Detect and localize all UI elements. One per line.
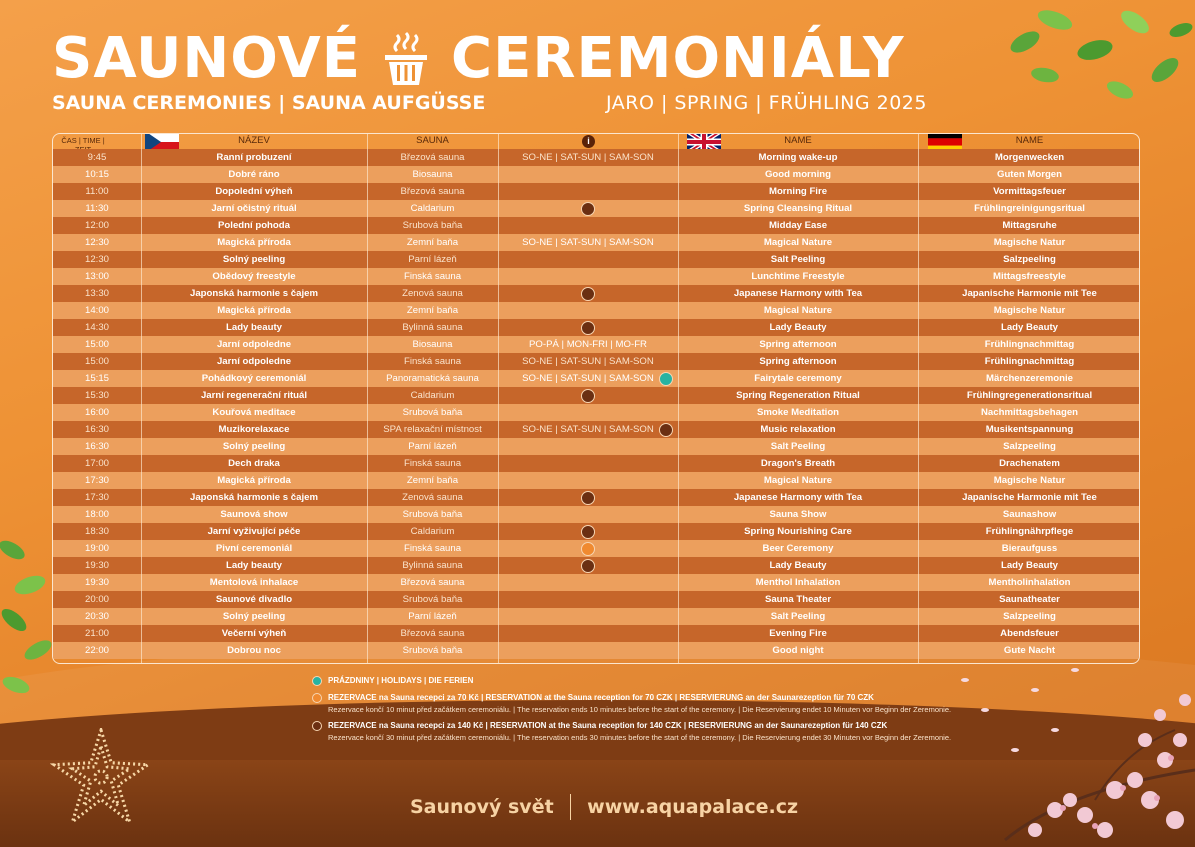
table-row (53, 523, 1139, 540)
row-sauna: Zemní baňa (406, 475, 459, 486)
table-row (53, 574, 1139, 591)
brown-dot-icon (659, 423, 673, 437)
row-time: 15:30 (84, 390, 109, 401)
row-name-de: Nachmittagsbehagen (980, 407, 1079, 418)
row-sauna: Biosauna (412, 169, 453, 180)
row-days: SO-NE | SAT-SUN | SAM-SON (522, 152, 654, 163)
brown-dot-icon (581, 321, 595, 335)
row-time: 16:00 (84, 407, 109, 418)
row-sauna: Březová sauna (400, 577, 465, 588)
row-name-cz: Saunová show (220, 509, 288, 520)
row-time: 20:30 (84, 611, 109, 622)
row-name-cz: Jarní odpoledne (216, 356, 292, 367)
row-name-de: Frühlingreinigungsritual (974, 203, 1085, 214)
table-row (53, 472, 1139, 489)
row-time: 19:00 (84, 543, 109, 554)
row-name-de: Salzpeeling (1003, 611, 1056, 622)
table-row (53, 370, 1139, 387)
orange-dot-icon (581, 542, 595, 556)
row-name-de: Abendsfeuer (1000, 628, 1059, 639)
column-divider (498, 134, 499, 664)
row-sauna: Bylinná sauna (402, 560, 463, 571)
subtitle: SAUNA CEREMONIES | SAUNA AUFGÜSSE (52, 92, 486, 114)
row-sauna: Srubová baňa (402, 220, 463, 231)
row-name-de: Lady Beauty (1000, 560, 1059, 571)
table-row (53, 336, 1139, 353)
table-row (53, 302, 1139, 319)
table-row (53, 557, 1139, 574)
row-name-cz: Japonská harmonie s čajem (190, 492, 318, 503)
row-time: 18:00 (84, 509, 109, 520)
row-days (498, 251, 678, 268)
row-name-cz: Solný peeling (222, 441, 286, 452)
row-name-en: Sauna Theater (764, 594, 832, 605)
row-days (498, 404, 678, 421)
row-name-de: Guten Morgen (996, 169, 1063, 180)
table-row (53, 234, 1139, 251)
footer-website-link[interactable]: www.aquapalace.cz (587, 796, 799, 818)
table-row (53, 438, 1139, 455)
row-name-cz: Magická příroda (217, 475, 291, 486)
row-time: 13:00 (84, 271, 109, 282)
sauna-bucket-icon (383, 31, 429, 87)
starfish-icon (50, 728, 152, 826)
row-name-de: Frühlingregenerationsritual (966, 390, 1093, 401)
row-name-de: Bieraufguss (1001, 543, 1058, 554)
row-days (498, 438, 678, 455)
row-name-en: Morning Fire (768, 186, 828, 197)
row-name-cz: Solný peeling (222, 611, 286, 622)
row-sauna: Biosauna (412, 339, 453, 350)
row-name-de: Mittagsfreestyle (992, 271, 1067, 282)
row-name-cz: Jarní vyživující péče (207, 526, 301, 537)
row-days (498, 625, 678, 642)
schedule-table (52, 133, 1140, 664)
leaves-icon (0, 530, 60, 720)
row-time: 15:15 (84, 373, 109, 384)
blossom-icon (945, 640, 1195, 847)
row-sauna: Srubová baňa (402, 645, 463, 656)
row-name-en: Magical Nature (763, 237, 833, 248)
row-sauna: Zemní baňa (406, 237, 459, 248)
row-name-cz: Mentolová inhalace (209, 577, 299, 588)
row-name-en: Salt Peeling (770, 441, 826, 452)
row-name-cz: Dobrou noc (227, 645, 281, 656)
row-sauna: Parní lázeň (408, 441, 457, 452)
row-days (498, 591, 678, 608)
table-row (53, 166, 1139, 183)
column-divider (367, 134, 368, 664)
row-name-de: Frühlingnährpflege (985, 526, 1074, 537)
row-name-cz: Pivní ceremoniál (215, 543, 293, 554)
row-name-de: Morgenwecken (994, 152, 1065, 163)
row-name-de: Drachenatem (999, 458, 1060, 469)
header-name-en: NAME (784, 135, 812, 146)
row-name-cz: Obědový freestyle (212, 271, 296, 282)
row-days (498, 472, 678, 489)
row-name-cz: Japonská harmonie s čajem (190, 288, 318, 299)
row-sauna: Caldarium (410, 390, 455, 401)
row-sauna: SPA relaxační místnost (383, 424, 482, 435)
row-name-cz: Jarní očistný rituál (211, 203, 297, 214)
row-name-en: Spring Cleansing Ritual (743, 203, 853, 214)
row-name-cz: Dopolední výheň (215, 186, 293, 197)
row-days: SO-NE | SAT-SUN | SAM-SON (522, 424, 654, 435)
row-name-en: Spring Nourishing Care (744, 526, 852, 537)
row-name-en: Lunchtime Freestyle (751, 271, 845, 282)
row-name-cz: Magická příroda (217, 237, 291, 248)
brown-dot-icon (581, 389, 595, 403)
row-days: PO-PÁ | MON-FRI | MO-FR (529, 339, 647, 350)
teal-dot-icon (659, 372, 673, 386)
row-name-en: Lady Beauty (769, 322, 827, 333)
title-right: CEREMONIÁLY (450, 26, 905, 91)
row-sauna: Březová sauna (400, 186, 465, 197)
row-time: 16:30 (84, 441, 109, 452)
brown-dot-icon (581, 287, 595, 301)
footer (410, 793, 798, 821)
table-row (53, 319, 1139, 336)
row-name-en: Menthol Inhalation (755, 577, 841, 588)
row-time: 20:00 (84, 594, 109, 605)
row-sauna: Finská sauna (403, 271, 462, 282)
table-row (53, 506, 1139, 523)
row-name-de: Saunatheater (999, 594, 1060, 605)
row-days: SO-NE | SAT-SUN | SAM-SON (522, 373, 654, 384)
table-row (53, 217, 1139, 234)
row-time: 15:00 (84, 356, 109, 367)
row-name-cz: Dech draka (228, 458, 280, 469)
row-name-de: Japanische Harmonie mit Tee (962, 492, 1097, 503)
row-name-en: Lady Beauty (769, 560, 827, 571)
row-days: SO-NE | SAT-SUN | SAM-SON (522, 237, 654, 248)
row-name-de: Japanische Harmonie mit Tee (962, 288, 1097, 299)
row-name-de: Magische Natur (993, 305, 1066, 316)
row-sauna: Zemní baňa (406, 305, 459, 316)
column-divider (141, 134, 142, 664)
header-sauna: SAUNA (416, 135, 449, 146)
row-days (498, 506, 678, 523)
table-row (53, 404, 1139, 421)
row-name-de: Salzpeeling (1003, 441, 1056, 452)
column-divider (918, 134, 919, 664)
table-row (53, 608, 1139, 625)
row-name-en: Sauna Show (769, 509, 827, 520)
table-row (53, 455, 1139, 472)
info-icon: i (582, 135, 595, 148)
table-row (53, 421, 1139, 438)
row-name-en: Spring afternoon (759, 356, 837, 367)
row-name-de: Magische Natur (993, 475, 1066, 486)
row-time: 16:30 (84, 424, 109, 435)
row-days (498, 268, 678, 285)
row-sauna: Finská sauna (403, 458, 462, 469)
table-row (53, 285, 1139, 302)
row-name-en: Magical Nature (763, 305, 833, 316)
row-days (498, 166, 678, 183)
row-time: 9:45 (87, 152, 107, 163)
row-time: 12:30 (84, 254, 109, 265)
row-sauna: Zenová sauna (402, 492, 463, 503)
table-row (53, 489, 1139, 506)
row-name-en: Good night (772, 645, 824, 656)
row-name-cz: Magická příroda (217, 305, 291, 316)
table-row (53, 183, 1139, 200)
row-sauna: Březová sauna (400, 628, 465, 639)
row-name-en: Japanese Harmony with Tea (733, 492, 863, 503)
row-name-en: Salt Peeling (770, 254, 826, 265)
row-name-de: Musikentspannung (985, 424, 1074, 435)
leaves-icon (985, 0, 1195, 120)
row-name-de: Mittagsruhe (1002, 220, 1057, 231)
table-row (53, 200, 1139, 217)
row-time: 19:30 (84, 577, 109, 588)
row-name-de: Frühlingnachmittag (984, 339, 1075, 350)
row-name-de: Saunashow (1002, 509, 1057, 520)
row-name-en: Smoke Meditation (756, 407, 840, 418)
row-name-cz: Pohádkový ceremoniál (201, 373, 307, 384)
row-days (498, 455, 678, 472)
row-name-en: Spring afternoon (759, 339, 837, 350)
brown-dot-icon (581, 202, 595, 216)
row-name-cz: Dobré ráno (228, 169, 280, 180)
row-name-en: Japanese Harmony with Tea (733, 288, 863, 299)
row-name-de: Gute Nacht (1003, 645, 1056, 656)
row-name-de: Magische Natur (993, 237, 1066, 248)
row-days (498, 302, 678, 319)
row-name-cz: Lady beauty (226, 560, 282, 571)
footer-separator (570, 794, 572, 820)
row-days (498, 608, 678, 625)
row-time: 12:30 (84, 237, 109, 248)
row-name-de: Lady Beauty (1000, 322, 1059, 333)
row-name-cz: Solný peeling (222, 254, 286, 265)
row-name-de: Salzpeeling (1003, 254, 1056, 265)
row-name-cz: Jarní regenerační rituál (200, 390, 308, 401)
brown-dot-icon (581, 491, 595, 505)
row-sauna: Finská sauna (403, 356, 462, 367)
page-title (52, 28, 905, 90)
row-name-de: Vormittagsfeuer (993, 186, 1066, 197)
row-sauna: Caldarium (410, 203, 455, 214)
table-row (53, 268, 1139, 285)
row-sauna: Parní lázeň (408, 611, 457, 622)
season-label: JARO | SPRING | FRÜHLING 2025 (606, 92, 927, 114)
row-time: 10:15 (84, 169, 109, 180)
row-name-cz: Saunové divadlo (215, 594, 293, 605)
row-sauna: Finská sauna (403, 543, 462, 554)
row-time: 12:00 (84, 220, 109, 231)
row-time: 17:30 (84, 492, 109, 503)
row-sauna: Březová sauna (400, 152, 465, 163)
orange-dot-icon (312, 693, 322, 703)
row-name-en: Good morning (764, 169, 832, 180)
row-name-en: Magical Nature (763, 475, 833, 486)
row-name-en: Midday Ease (768, 220, 828, 231)
row-time: 17:30 (84, 475, 109, 486)
table-row (53, 387, 1139, 404)
brown-dot-icon (581, 525, 595, 539)
table-header (53, 134, 1139, 149)
row-time: 11:00 (85, 186, 109, 197)
brown-dot-icon (312, 721, 322, 731)
table-row (53, 251, 1139, 268)
footer-left: Saunový svět (410, 796, 554, 818)
header-name-de: NAME (1015, 135, 1044, 146)
row-days (498, 574, 678, 591)
row-sauna: Parní lázeň (408, 254, 457, 265)
row-name-de: Märchenzeremonie (986, 373, 1073, 384)
brown-dot-icon (581, 559, 595, 573)
row-name-cz: Lady beauty (226, 322, 282, 333)
row-time: 18:30 (84, 526, 109, 537)
row-sauna: Srubová baňa (402, 594, 463, 605)
row-time: 13:30 (84, 288, 109, 299)
row-name-en: Beer Ceremony (762, 543, 834, 554)
row-sauna: Srubová baňa (402, 407, 463, 418)
row-days (498, 217, 678, 234)
row-name-cz: Ranní probuzení (216, 152, 292, 163)
row-time: 19:30 (84, 560, 109, 571)
table-row (53, 353, 1139, 370)
row-name-en: Dragon's Breath (760, 458, 836, 469)
row-time: 17:00 (84, 458, 109, 469)
row-time: 14:00 (84, 305, 109, 316)
header-time: ČAS | TIME | (61, 136, 105, 145)
row-sauna: Zenová sauna (402, 288, 463, 299)
row-name-en: Spring Regeneration Ritual (736, 390, 860, 401)
row-time: 14:30 (84, 322, 109, 333)
table-row (53, 591, 1139, 608)
teal-dot-icon (312, 676, 322, 686)
column-divider (678, 134, 679, 664)
row-sauna: Bylinná sauna (402, 322, 463, 333)
title-left: SAUNOVÉ (52, 26, 361, 91)
table-row (53, 149, 1139, 166)
row-time: 11:30 (85, 203, 109, 214)
row-days: SO-NE | SAT-SUN | SAM-SON (522, 356, 654, 367)
row-name-de: Frühlingnachmittag (984, 356, 1075, 367)
row-name-en: Evening Fire (769, 628, 827, 639)
row-name-cz: Polední pohoda (218, 220, 290, 231)
row-sauna: Caldarium (410, 526, 455, 537)
row-name-de: Mentholinhalation (988, 577, 1071, 588)
row-name-en: Salt Peeling (770, 611, 826, 622)
row-name-cz: Večerní výheň (221, 628, 287, 639)
row-sauna: Srubová baňa (402, 509, 463, 520)
row-time: 21:00 (84, 628, 109, 639)
row-name-en: Music relaxation (760, 424, 836, 435)
row-name-en: Fairytale ceremony (754, 373, 842, 384)
row-time: 22:00 (84, 645, 109, 656)
row-sauna: Panoramatická sauna (386, 373, 479, 384)
row-name-cz: Jarní odpoledne (216, 339, 292, 350)
header-name-cz: NÁZEV (238, 135, 270, 146)
row-name-cz: Muzikorelaxace (218, 424, 290, 435)
row-days (498, 642, 678, 659)
row-name-en: Morning wake-up (758, 152, 838, 163)
table-row (53, 540, 1139, 557)
row-time: 15:00 (84, 339, 109, 350)
row-name-cz: Kouřová meditace (212, 407, 296, 418)
row-days (498, 183, 678, 200)
